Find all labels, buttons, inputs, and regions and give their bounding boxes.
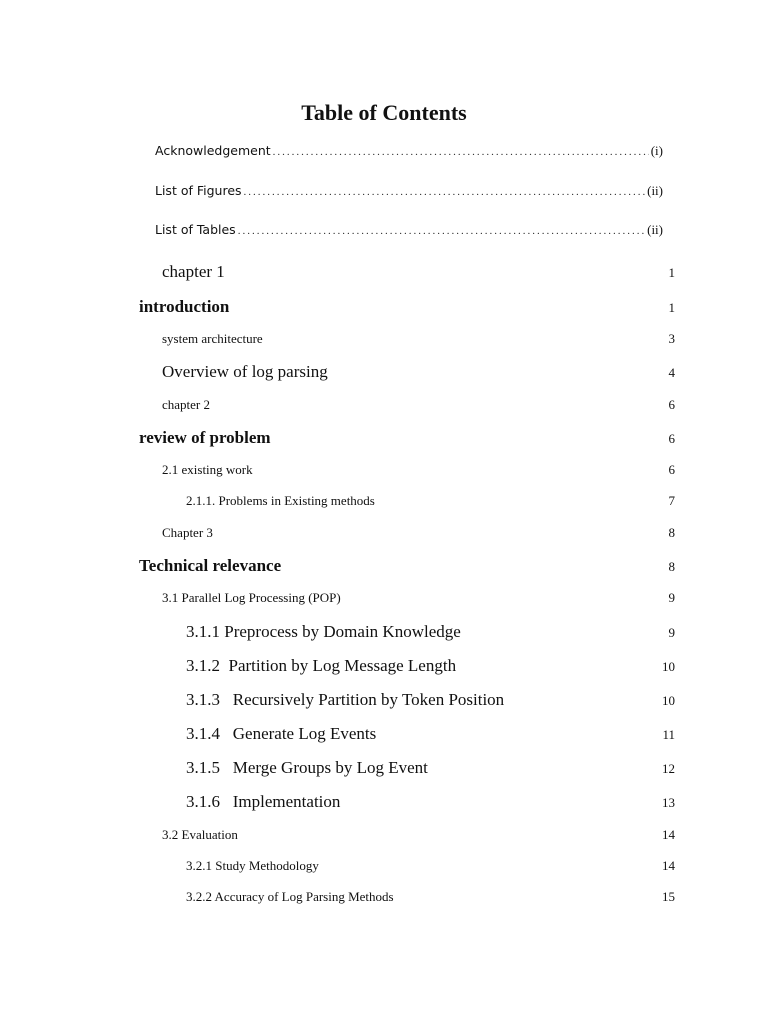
toc-entry-page: 9 [668,625,675,640]
toc-entry [162,362,675,382]
toc-entry-page: 10 [662,693,675,708]
toc-entry-label: 3.2 Evaluation [162,827,238,842]
toc-entry-page: 10 [662,659,675,674]
dot-leader [273,146,649,158]
toc-entry-page: 6 [668,397,675,412]
toc-entry [186,656,675,676]
toc-entry [162,525,675,541]
toc-entry [162,462,675,478]
toc-entry-label: Acknowledgement [155,143,271,158]
toc-entry-page: 14 [662,858,675,873]
toc-entry [162,397,675,413]
toc-entry-page: 3 [668,331,675,346]
toc-entry-label: Overview of log parsing [162,362,328,381]
toc-entry [186,622,675,642]
toc-entry [186,493,675,509]
toc-entry [186,758,675,778]
toc-entry-page: 11 [662,727,675,742]
toc-entry-page: (i) [650,143,663,158]
dot-leader [238,225,645,237]
toc-entry-label: introduction [139,297,230,316]
toc-entry [139,428,675,448]
toc-entry [186,792,675,812]
toc-entry-list-of-tables [155,222,663,238]
toc-entry [139,556,675,576]
toc-entry-label: 3.1.6 Implementation [186,792,341,811]
toc-entry-label: Chapter 3 [162,525,213,540]
toc-entry-page: 8 [668,525,675,540]
toc-entry-list-of-figures [155,183,663,199]
toc-entry-label: chapter 1 [162,262,225,281]
toc-entry [186,690,675,710]
toc-entry-page: (ii) [647,222,663,237]
toc-entry-page: (ii) [647,183,663,198]
toc-entry-page: 1 [668,265,675,280]
toc-entry [139,297,675,317]
toc-entry-label: chapter 2 [162,397,211,412]
toc-entry-page: 4 [668,365,675,380]
toc-entry-page: 7 [668,493,675,508]
toc-entry-page: 14 [662,827,675,842]
toc-entry-page: 12 [662,761,675,776]
toc-entry-label: List of Tables [155,222,236,237]
dot-leader [244,186,646,198]
toc-entry-label: 3.1.5 Merge Groups by Log Event [186,758,428,777]
toc-entry-page: 9 [668,590,675,605]
toc-entry-page: 6 [668,462,675,477]
toc-entry-label: 3.2.1 Study Methodology [186,858,319,873]
toc-entry-page: 8 [668,559,675,574]
toc-entry-label: system architecture [162,331,263,346]
toc-entry [186,724,675,744]
toc-entry-page: 13 [662,795,675,810]
toc-entry [162,590,675,606]
toc-entry-label: 3.1.2 Partition by Log Message Length [186,656,457,675]
toc-entry-label: review of problem [139,428,271,447]
toc-entry [162,331,675,347]
toc-entry-label: 3.2.2 Accuracy of Log Parsing Methods [186,889,394,904]
toc-entry-label: 2.1 existing work [162,462,253,477]
toc-entry-label: 2.1.1. Problems in Existing methods [186,493,375,508]
toc-entry [186,858,675,874]
toc-entry-label: 3.1.4 Generate Log Events [186,724,377,743]
toc-entry-acknowledgement [155,143,663,159]
toc-entry [186,889,675,905]
toc-entry-label: 3.1.3 Recursively Partition by Token Position [186,690,505,709]
toc-entry-label: Technical relevance [139,556,282,575]
toc-entry [162,262,675,282]
toc-entry-label: List of Figures [155,183,242,198]
toc-entry-page: 15 [662,889,675,904]
page-title: Table of Contents [301,100,467,125]
toc-entry [162,827,675,843]
toc-entry-page: 6 [668,431,675,446]
toc-entry-label: 3.1 Parallel Log Processing (POP) [162,590,341,605]
toc-entry-page: 1 [668,300,675,315]
toc-entry-label: 3.1.1 Preprocess by Domain Knowledge [186,622,461,641]
